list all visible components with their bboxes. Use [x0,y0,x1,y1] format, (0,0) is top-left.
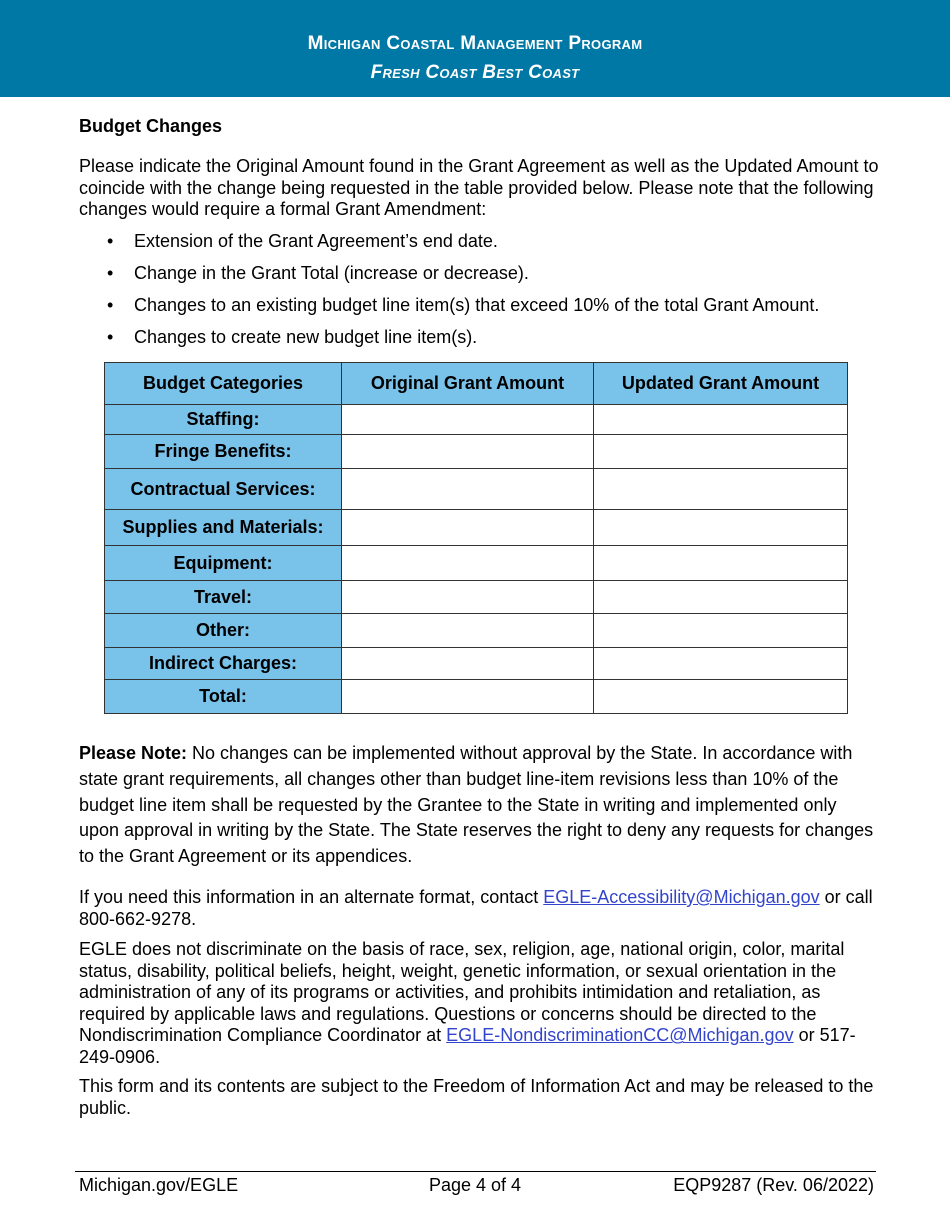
header-original-grant-amount: Original Grant Amount [342,363,594,405]
table-header-row [105,363,848,405]
updated-amount-cell[interactable] [594,614,848,648]
table-row [105,469,848,510]
updated-amount-cell[interactable] [594,510,848,546]
original-amount-cell[interactable] [342,614,594,648]
updated-amount-cell[interactable] [594,581,848,614]
section-heading: Budget Changes [79,116,223,136]
header-updated-grant-amount: Updated Grant Amount [594,363,848,405]
original-amount-cell[interactable] [342,435,594,469]
header-budget-categories: Budget Categories [105,363,342,405]
list-item: • Change in the Grant Total (increase or decrease). [107,263,529,283]
table-row [105,680,848,714]
category-cell: Staffing: [105,405,342,435]
footer-form-id: EQP9287 (Rev. 06/2022) [673,1175,874,1195]
table-row [105,510,848,546]
header-banner [0,0,950,97]
bullet-icon: • [107,295,114,315]
category-cell: Other: [105,614,342,648]
footer-website: Michigan.gov/EGLE [79,1175,239,1195]
original-amount-cell[interactable] [342,469,594,510]
amendment-conditions-list [79,229,879,357]
note-label: Please Note: [79,743,188,763]
category-cell: Total: [105,680,342,714]
category-cell: Indirect Charges: [105,648,342,680]
updated-amount-cell[interactable] [594,435,848,469]
program-tagline: Fresh Coast Best Coast [370,62,580,83]
original-amount-cell[interactable] [342,510,594,546]
footer-page-number: Page 4 of 4 [428,1175,522,1195]
list-item: • Changes to create new budget line item(s). [107,327,478,347]
bullet-icon: • [107,263,114,283]
intro-paragraph: Please indicate the Original Amount found in the Grant Agreement as well as the Updated Amount to coincide with the change being requested in the table provided below. Please note that the following changes would require a formal Grant Amendment: [79,156,879,219]
original-amount-cell[interactable] [342,648,594,680]
category-cell: Equipment: [105,546,342,581]
category-cell: Supplies and Materials: [105,510,342,546]
table-row [105,405,848,435]
note-text: No changes can be implemented without approval by the State. In accordance with state grant requirements, all changes other than budget line-item revisions less than 10% of the budget line item shall be requested by the Grantee to the State in writing and implemented only upon approval in writing by the State. The State reserves the right to deny any requests for changes to the Grant Agreement or its appendices. [79,743,874,867]
program-title: Michigan Coastal Management Program [307,33,643,54]
bullet-icon: • [107,231,114,251]
foia-statement: This form and its contents are subject to the Freedom of Information Act and may be released to the public. [79,1076,874,1118]
nondiscrimination-statement: EGLE does not discriminate on the basis of race, sex, religion, age, national origin, color, marital status, disability, political beliefs, height, weight, genetic information, or sexual orientation in the administration of any of its programs or activities, and prohibits intimidation and retaliation, as required by applicable laws and regulations. Questions or concerns should be directed to the Nondiscrimination Compliance Coordinator at EGLE-NondiscriminationCC@Michigan.gov or 517-249-0906. [79,939,856,1067]
updated-amount-cell[interactable] [594,680,848,714]
original-amount-cell[interactable] [342,581,594,614]
updated-amount-cell[interactable] [594,469,848,510]
accessibility-email-link[interactable]: EGLE-Accessibility@Michigan.gov [543,887,820,907]
category-cell: Contractual Services: [105,469,342,510]
table-row [105,435,848,469]
list-item: • Extension of the Grant Agreement’s end date. [107,231,498,251]
category-cell: Travel: [105,581,342,614]
bullet-icon: • [107,327,114,347]
original-amount-cell[interactable] [342,546,594,581]
accessibility-contact: If you need this information in an alternate format, contact EGLE-Accessibility@Michigan.gov or call 800-662-9278. [79,887,873,929]
list-item: • Changes to an existing budget line item(s) that exceed 10% of the total Grant Amount. [107,295,820,315]
updated-amount-cell[interactable] [594,405,848,435]
table-row [105,614,848,648]
budget-table [104,362,848,714]
footer-divider [75,1171,876,1172]
category-cell: Fringe Benefits: [105,435,342,469]
table-row [105,581,848,614]
please-note-paragraph [79,741,879,870]
original-amount-cell[interactable] [342,405,594,435]
nondiscrimination-email-link[interactable]: EGLE-NondiscriminationCC@Michigan.gov [446,1025,794,1046]
table-row [105,546,848,581]
updated-amount-cell[interactable] [594,648,848,680]
original-amount-cell[interactable] [342,680,594,714]
table-row [105,648,848,680]
updated-amount-cell[interactable] [594,546,848,581]
